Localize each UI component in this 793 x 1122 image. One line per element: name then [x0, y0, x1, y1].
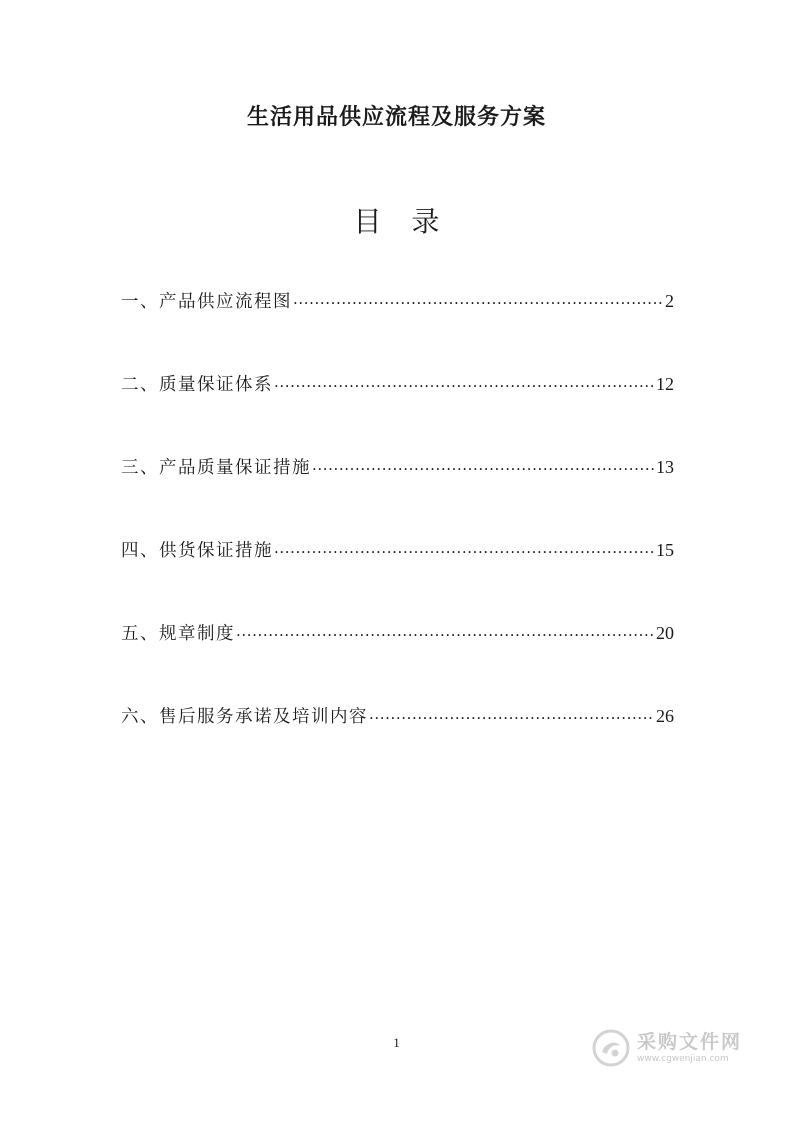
toc-entry-label: 四、供货保证措施: [121, 541, 273, 561]
toc-heading: 目录: [353, 205, 470, 238]
watermark-logo-icon: [591, 1028, 631, 1068]
toc-leader-dots: [369, 705, 655, 723]
watermark: [591, 1024, 751, 1072]
document-title: 生活用品供应流程及服务方案: [246, 105, 546, 130]
toc-leader-dots: [274, 539, 655, 557]
toc-entry-page: 26: [656, 706, 674, 726]
toc-entry-label: 六、售后服务承诺及培训内容: [121, 707, 368, 727]
toc-entry-label: 五、规章制度: [121, 624, 235, 644]
toc-entry-3[interactable]: [121, 454, 674, 537]
table-of-contents: [121, 288, 674, 786]
toc-leader-dots: [274, 373, 655, 391]
toc-entry-label: 三、产品质量保证措施: [121, 458, 311, 478]
watermark-url: www.cgwenjian.com: [637, 1054, 729, 1064]
watermark-text: [637, 1031, 742, 1065]
toc-entry-page: 12: [656, 374, 674, 394]
toc-entry-page: 20: [656, 623, 674, 643]
toc-leader-dots: [293, 290, 664, 308]
toc-leader-dots: [236, 622, 655, 640]
toc-entry-page: 13: [656, 457, 674, 477]
page-number: 1: [393, 1035, 400, 1050]
toc-entry-5[interactable]: [121, 620, 674, 703]
toc-entry-page: 2: [665, 291, 674, 311]
toc-entry-4[interactable]: [121, 537, 674, 620]
watermark-name: 采购文件网: [637, 1031, 743, 1053]
toc-leader-dots: [312, 456, 655, 474]
toc-entry-page: 15: [656, 540, 674, 560]
toc-entry-label: 二、质量保证体系: [121, 375, 273, 395]
toc-entry-6[interactable]: [121, 703, 674, 786]
toc-entry-label: 一、产品供应流程图: [121, 292, 292, 312]
toc-entry-1[interactable]: [121, 288, 674, 371]
toc-entry-2[interactable]: [121, 371, 674, 454]
